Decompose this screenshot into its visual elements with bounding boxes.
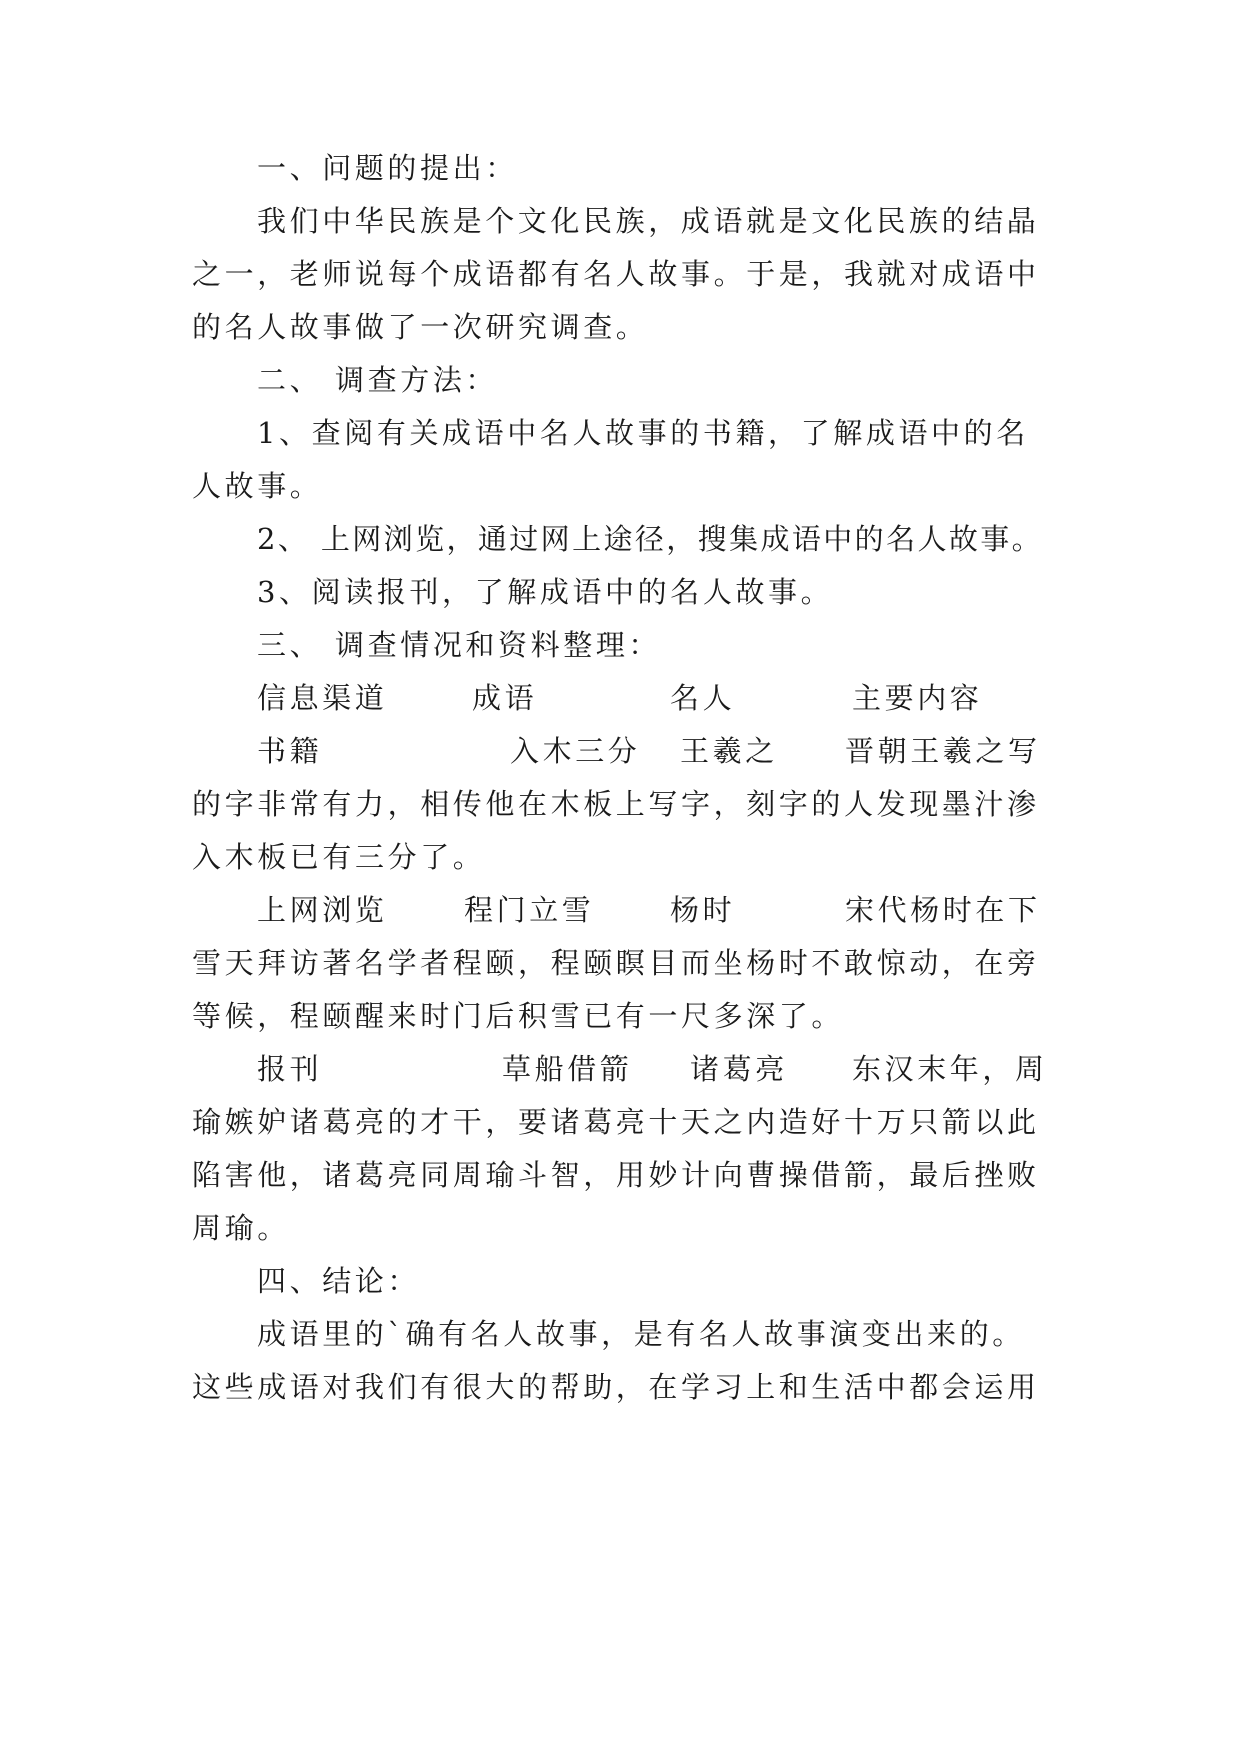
- row-content-line: 入木板已有三分了。: [192, 840, 486, 874]
- row-content-line: 等候，程颐醒来时门后积雪已有一尺多深了。: [192, 999, 845, 1033]
- table-row: [0, 892, 1241, 928]
- paragraph-line: 的名人故事做了一次研究调查。: [192, 310, 649, 344]
- section-heading-method: 二、 调查方法：: [257, 363, 499, 397]
- row-person: 王羲之: [680, 734, 778, 768]
- row-idiom: 草船借箭: [502, 1052, 633, 1086]
- row-person: 杨时: [670, 893, 736, 927]
- paragraph-line: 之一，老师说每个成语都有名人故事。于是，我就对成语中: [192, 257, 1040, 291]
- section-heading-findings: 三、 调查情况和资料整理：: [257, 628, 662, 662]
- method-item-1-cont: 人故事。: [192, 469, 323, 503]
- row-person: 诸葛亮: [690, 1052, 788, 1086]
- row-content-line: 周瑜。: [192, 1211, 290, 1245]
- paragraph-line: 成语里的`确有名人故事，是有名人故事演变出来的。: [257, 1317, 1025, 1351]
- section-heading-problem: 一、问题的提出：: [257, 151, 518, 185]
- row-content-line: 瑜嫉妒诸葛亮的才干，要诸葛亮十天之内造好十万只箭以此: [192, 1105, 1040, 1139]
- table-row: [0, 1051, 1241, 1087]
- table-header-row: [0, 680, 1241, 716]
- table-header-channel: 信息渠道: [257, 681, 388, 715]
- section-heading-conclusion: 四、结论：: [257, 1264, 421, 1298]
- row-content-line: 雪天拜访著名学者程颐，程颐瞑目而坐杨时不敢惊动，在旁: [192, 946, 1040, 980]
- row-content-start: 晋朝王羲之写: [845, 734, 1041, 768]
- row-content-line: 陷害他，诸葛亮同周瑜斗智，用妙计向曹操借箭，最后挫败: [192, 1158, 1040, 1192]
- row-channel: 上网浏览: [257, 893, 388, 927]
- row-content-start: 宋代杨时在下: [845, 893, 1041, 927]
- row-channel: 报刊: [257, 1052, 323, 1086]
- table-header-content: 主要内容: [852, 681, 983, 715]
- method-item-1: 1、查阅有关成语中名人故事的书籍，了解成语中的名: [257, 416, 1029, 450]
- table-row: [0, 733, 1241, 769]
- paragraph-line: 我们中华民族是个文化民族，成语就是文化民族的结晶: [257, 204, 1040, 238]
- row-idiom: 入木三分: [510, 734, 641, 768]
- row-content-line: 的字非常有力，相传他在木板上写字，刻字的人发现墨汁渗: [192, 787, 1040, 821]
- paragraph-line: 这些成语对我们有很大的帮助，在学习上和生活中都会运用: [192, 1370, 1040, 1404]
- row-content-start: 东汉末年，周: [852, 1052, 1048, 1086]
- table-header-person: 名人: [670, 681, 736, 715]
- row-idiom: 程门立雪: [464, 893, 595, 927]
- row-channel: 书籍: [257, 734, 323, 768]
- method-item-2: 2、 上网浏览，通过网上途径，搜集成语中的名人故事。: [257, 522, 1044, 556]
- method-item-3: 3、阅读报刊，了解成语中的名人故事。: [257, 575, 834, 609]
- table-header-idiom: 成语: [472, 681, 538, 715]
